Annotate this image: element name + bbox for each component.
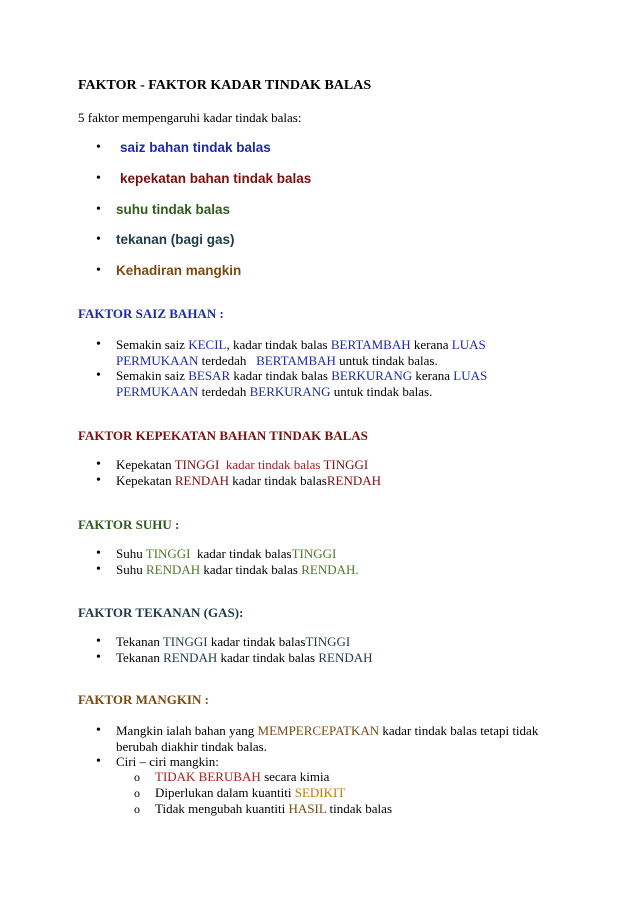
suhu-bullet-2 (116, 562, 359, 578)
bullet-icon: • (96, 263, 101, 278)
text: kadar tindak balas (207, 634, 306, 649)
keyword: LUAS (451, 337, 486, 352)
text: kadar tindak balas (230, 368, 332, 383)
keyword: BERTAMBAH (256, 353, 336, 368)
keyword: LUAS (453, 368, 488, 383)
saiz-bullet-2-line-1 (116, 368, 487, 384)
bullet-icon: • (96, 754, 101, 769)
keyword: RENDAH (174, 473, 230, 488)
text: terdedah (198, 384, 250, 399)
text: kadar tindak balas (217, 650, 319, 665)
text: Tidak mengubah kuantiti (155, 801, 289, 816)
keyword: HASIL (288, 801, 327, 816)
keyword: TINGGI (305, 634, 351, 649)
mangkin-sub-2 (155, 785, 345, 801)
keyword: BERKURANG (249, 384, 331, 399)
section-heading-saiz: FAKTOR SAIZ BAHAN : (78, 306, 224, 321)
bullet-icon: • (96, 457, 101, 472)
factor-item-kepekatan: kepekatan bahan tindak balas (120, 171, 312, 186)
keyword: TINGGI (145, 546, 191, 561)
text: untuk tindak balas. (330, 384, 433, 399)
text: Suhu (116, 546, 146, 561)
keyword: RENDAH (163, 650, 218, 665)
section-heading-kepekatan: FAKTOR KEPEKATAN BAHAN TINDAK BALAS (78, 428, 368, 443)
keyword: MEMPERCEPATKAN (257, 723, 380, 738)
keyword: RENDAH (318, 650, 373, 665)
keyword: TINGGI (174, 457, 220, 472)
keyword: BERKURANG (331, 368, 413, 383)
mangkin-bullet-1-line-1 (116, 723, 538, 739)
bullet-icon: • (96, 473, 101, 488)
keyword: SEDIKIT (294, 785, 346, 800)
text: Tekanan (116, 650, 164, 665)
mangkin-bullet-1-line-2: berubah diakhir tindak balas. (116, 739, 267, 754)
factor-item-mangkin: Kehadiran mangkin (116, 263, 242, 278)
mangkin-sub-1 (155, 769, 329, 785)
text: untuk tindak balas. (335, 353, 438, 368)
bullet-icon: • (96, 562, 101, 577)
section-heading-suhu: FAKTOR SUHU : (78, 517, 180, 532)
section-heading-mangkin: FAKTOR MANGKIN : (78, 692, 209, 707)
keyword: PERMUKAAN (116, 353, 199, 368)
bullet-icon: • (96, 723, 101, 738)
keyword: TIDAK BERUBAH (155, 769, 261, 784)
section-heading-tekanan: FAKTOR TEKANAN (GAS): (78, 605, 244, 620)
keyword: RENDAH (326, 473, 382, 488)
bullet-icon: • (96, 171, 101, 186)
keyword: TINGGI (162, 634, 208, 649)
text: Kepekatan (116, 473, 175, 488)
bullet-icon: • (96, 232, 101, 247)
text: kerana (412, 368, 454, 383)
kepekatan-bullet-2 (116, 473, 381, 489)
text: Suhu (116, 562, 146, 577)
mangkin-sub-3 (155, 801, 392, 817)
text: kadar tindak balas (190, 546, 292, 561)
text: Kepekatan (116, 457, 175, 472)
saiz-bullet-1-line-2 (116, 353, 438, 369)
bullet-icon: • (96, 337, 101, 352)
mangkin-bullet-2: Ciri – ciri mangkin: (116, 754, 219, 769)
keyword: PERMUKAAN (116, 384, 199, 399)
text: terdedah (198, 353, 257, 368)
text: Tekanan (116, 634, 163, 649)
text: kadar tindak balas (229, 473, 327, 488)
tekanan-bullet-1 (116, 634, 350, 650)
text: secara kimia (260, 769, 330, 784)
sub-bullet-icon: o (134, 770, 140, 784)
text: tindak balas (326, 801, 393, 816)
saiz-bullet-2-line-2 (116, 384, 432, 400)
document-title: FAKTOR - FAKTOR KADAR TINDAK BALAS (78, 78, 372, 93)
keyword: RENDAH (145, 562, 201, 577)
keyword: BERTAMBAH (330, 337, 411, 352)
bullet-icon: • (96, 546, 101, 561)
tekanan-bullet-2 (116, 650, 373, 666)
text: Semakin saiz (116, 337, 189, 352)
bullet-icon: • (96, 140, 101, 155)
text: Semakin saiz (116, 368, 189, 383)
text: kadar tindak balas (200, 562, 302, 577)
text: Diperlukan dalam kuantiti (155, 785, 295, 800)
factor-item-tekanan: tekanan (bagi gas) (116, 232, 235, 247)
suhu-bullet-1 (116, 546, 336, 562)
intro-text: 5 faktor mempengaruhi kadar tindak balas: (78, 110, 302, 125)
bullet-icon: • (96, 368, 101, 383)
factor-item-saiz: saiz bahan tindak balas (120, 140, 271, 155)
keyword: TINGGI (291, 546, 337, 561)
kepekatan-bullet-1 (116, 457, 368, 473)
text: kadar tindak balas tetapi tidak (379, 723, 539, 738)
keyword: kadar tindak balas (219, 457, 321, 472)
bullet-icon: • (96, 634, 101, 649)
text: , kadar tindak balas (226, 337, 331, 352)
keyword: BESAR (188, 368, 231, 383)
keyword: TINGGI (320, 457, 369, 472)
factor-item-suhu: suhu tindak balas (116, 202, 231, 217)
text: Mangkin ialah bahan yang (116, 723, 258, 738)
sub-bullet-icon: o (134, 786, 140, 800)
text: kerana (410, 337, 452, 352)
saiz-bullet-1-line-1 (116, 337, 486, 353)
sub-bullet-icon: o (134, 802, 140, 816)
keyword: KECIL (188, 337, 227, 352)
keyword: RENDAH. (301, 562, 359, 577)
bullet-icon: • (96, 202, 101, 217)
bullet-icon: • (96, 650, 101, 665)
